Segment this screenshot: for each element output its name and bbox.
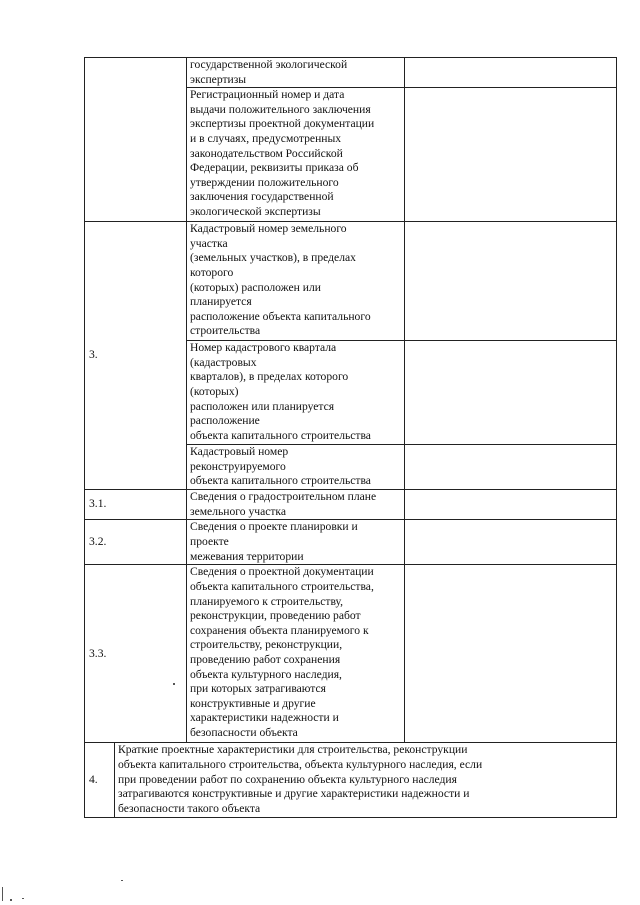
label-line: экологической экспертизы [190, 204, 321, 218]
table-row [85, 58, 617, 88]
label-line: планируется [190, 295, 252, 309]
row-label-cell [187, 88, 405, 222]
row-value-cell [405, 341, 617, 445]
label-line: кварталов), в пределах которого [190, 370, 349, 384]
label-line: (земельных участков), в пределах [190, 251, 356, 265]
table-row [85, 565, 617, 743]
row-label-cell [187, 520, 405, 565]
row-label-cell [187, 565, 405, 743]
label-line: Сведения о градостроительном плане [190, 490, 377, 504]
wide-row [85, 743, 616, 817]
row-number-cell: 4. [85, 743, 115, 817]
row-value-cell [405, 490, 617, 520]
label-line: проведению работ сохранения [190, 652, 341, 666]
wide-row-text [115, 743, 616, 817]
text-line: при проведении работ по сохранению объекта культурного наследия [118, 772, 457, 786]
label-line: характеристики надежности и [190, 711, 339, 725]
text-line: затрагиваются конструктивные и другие характеристики надежности и [118, 787, 470, 801]
text-line: безопасности такого объекта [118, 801, 261, 815]
wide-row-cell [85, 743, 617, 818]
row-number-cell: 3.2. [85, 520, 187, 565]
row-number-cell [85, 58, 187, 222]
row-value-cell [405, 58, 617, 88]
row-value-cell [405, 222, 617, 341]
table-row [85, 490, 617, 520]
label-line: проекте [190, 534, 229, 548]
label-line: строительству, реконструкции, [190, 638, 343, 652]
label-line: (кадастровых [190, 355, 257, 369]
label-line: межевания территории [190, 549, 304, 563]
label-line: заключения государственной [190, 190, 334, 204]
label-line: реконструируемого [190, 459, 286, 473]
label-line: выдачи положительного заключения [190, 102, 371, 116]
label-line: земельного участка [190, 504, 287, 518]
row-value-cell [405, 565, 617, 743]
scan-speck [22, 898, 24, 899]
row-number-cell: 3.1. [85, 490, 187, 520]
scan-speck [2, 887, 3, 901]
label-line: сохранения объекта планируемого к [190, 623, 369, 637]
label-line: конструктивные и другие [190, 696, 316, 710]
label-line: государственной экологической [190, 58, 348, 71]
label-line: участка [190, 236, 228, 250]
label-line: безопасности объекта [190, 725, 298, 739]
label-line: Кадастровый номер [190, 445, 289, 459]
label-line: расположение объекта капитального [190, 309, 371, 323]
text-line: объекта капитального строительства, объекта культурного наследия, если [118, 757, 483, 771]
form-table [84, 57, 617, 818]
label-line: объекта капитального строительства [190, 428, 371, 442]
label-line: Номер кадастрового квартала [190, 341, 337, 355]
label-line: (которых) [190, 384, 239, 398]
text-line: Краткие проектные характеристики для строительства, реконструкции [118, 743, 468, 757]
label-line: объекта капитального строительства, [190, 579, 374, 593]
row-label-cell [187, 341, 405, 445]
label-line: (которых) расположен или [190, 280, 321, 294]
row-label-cell [187, 58, 405, 88]
label-line: планируемого к строительству, [190, 594, 344, 608]
label-line: расположение [190, 414, 260, 428]
scan-speck [121, 880, 123, 881]
table-row [85, 743, 617, 818]
label-line: Сведения о проектной документации [190, 565, 374, 579]
row-number-cell: 3. [85, 222, 187, 490]
row-label-cell [187, 490, 405, 520]
label-line: объекта капитального строительства [190, 474, 371, 488]
label-line: Федерации, реквизиты приказа об [190, 161, 359, 175]
label-line: экспертизы [190, 72, 247, 86]
row-label-cell [187, 222, 405, 341]
label-line: при которых затрагиваются [190, 682, 326, 696]
row-value-cell [405, 88, 617, 222]
row-value-cell [405, 445, 617, 490]
label-line: и в случаях, предусмотренных [190, 131, 342, 145]
row-value-cell [405, 520, 617, 565]
label-line: Кадастровый номер земельного [190, 222, 347, 236]
label-line: объекта культурного наследия, [190, 667, 342, 681]
label-line: строительства [190, 324, 261, 338]
row-label-cell [187, 445, 405, 490]
label-line: экспертизы проектной документации [190, 117, 375, 131]
label-line: законодательством Российской [190, 146, 343, 160]
label-line: реконструкции, проведению работ [190, 609, 361, 623]
label-line: расположен или планируется [190, 399, 335, 413]
table-row [85, 520, 617, 565]
row-number-cell: 3.3. [85, 565, 187, 743]
label-line: которого [190, 265, 234, 279]
label-line: Сведения о проекте планировки и [190, 520, 358, 534]
scan-speck [10, 899, 12, 901]
scan-speck [173, 683, 175, 685]
table-row [85, 222, 617, 341]
label-line: утверждении положительного [190, 175, 339, 189]
label-line: Регистрационный номер и дата [190, 88, 345, 102]
